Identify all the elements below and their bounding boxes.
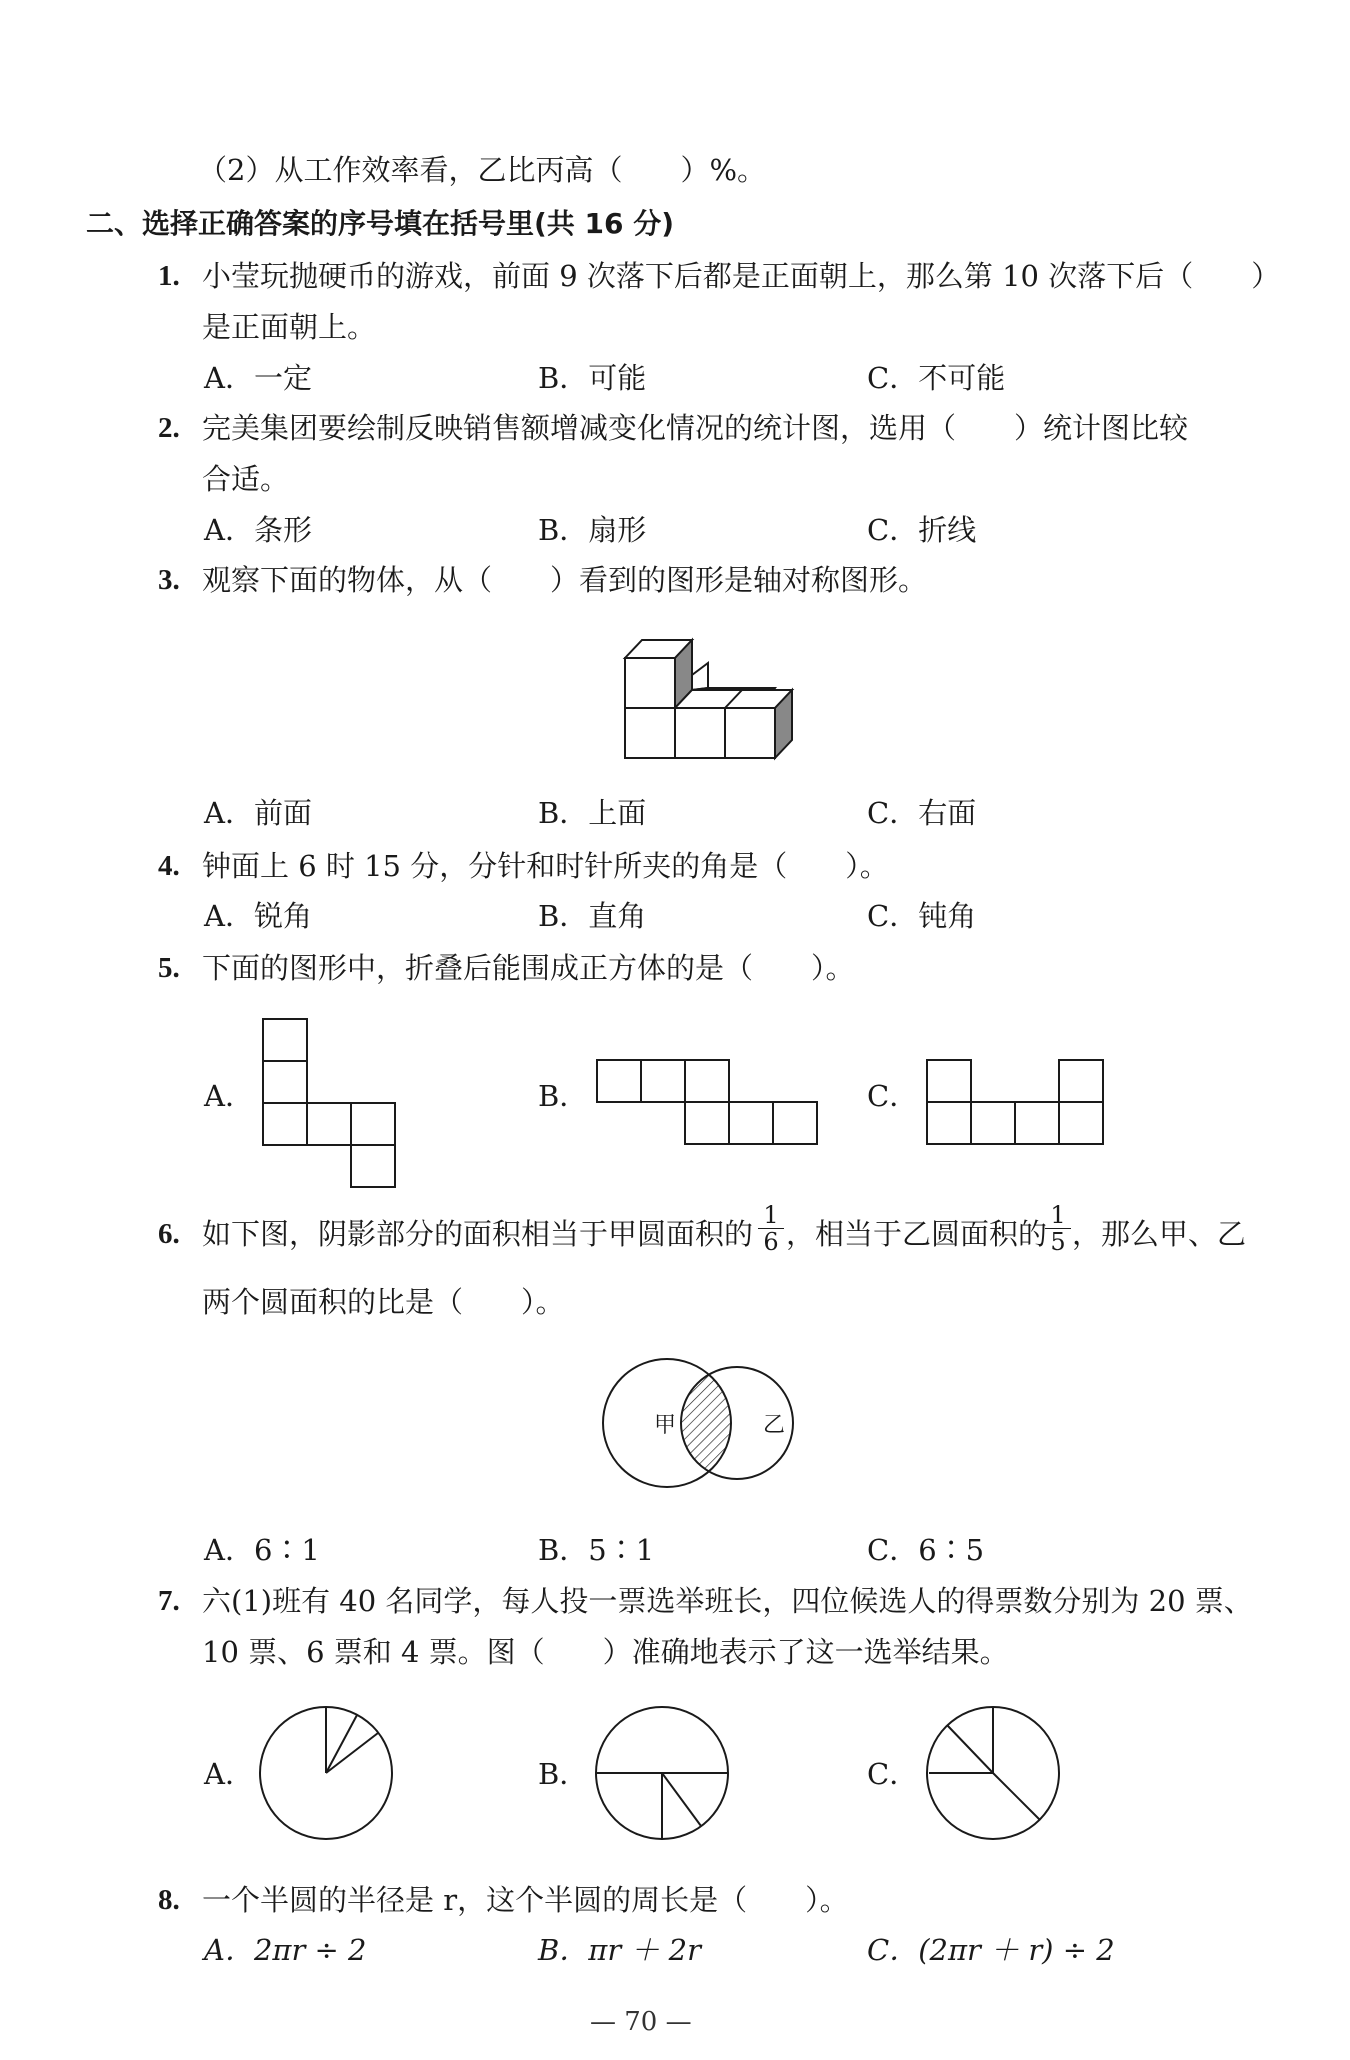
option-a[interactable]: A．6∶1 <box>204 1533 320 1567</box>
cube-net-c <box>926 1059 1108 1147</box>
question-number: 1. <box>158 260 180 292</box>
option-a[interactable]: A．条形 <box>204 513 312 547</box>
fraction-denominator: 5 <box>1050 1228 1066 1256</box>
question-text-cont: 10 票、6 票和 4 票。图（ ）准确地表示了这一选举结果。 <box>202 1635 1009 1669</box>
option-c[interactable]: C． <box>867 1757 919 1791</box>
section-title: 二、选择正确答案的序号填在括号里(共 16 分) <box>86 207 675 240</box>
cube-net-a <box>262 1018 402 1188</box>
option-c[interactable]: C．右面 <box>867 796 977 830</box>
pie-chart-a <box>258 1705 398 1845</box>
question-text: 小莹玩抛硬币的游戏，前面 9 次落下后都是正面朝上，那么第 10 次落下后（ ） <box>202 259 1281 293</box>
fraction-numerator: 1 <box>1045 1202 1071 1229</box>
option-b[interactable]: B．直角 <box>538 899 647 933</box>
question-text: ，相当于乙圆面积的 <box>786 1217 1048 1251</box>
circle-label-b: 乙 <box>763 1413 786 1438</box>
previous-question-item: （2）从工作效率看，乙比丙高（ ）%。 <box>198 153 767 187</box>
question-text: 六(1)班有 40 名同学，每人投一票选举班长，四位候选人的得票数分别为 20 票、 <box>202 1584 1253 1618</box>
question-number: 5. <box>158 952 180 984</box>
option-c[interactable]: C．6∶5 <box>867 1533 985 1567</box>
option-c[interactable]: C．不可能 <box>867 361 1006 395</box>
option-c[interactable]: C．钝角 <box>867 899 977 933</box>
fraction-denominator: 6 <box>763 1228 779 1256</box>
option-b[interactable]: B．5∶1 <box>538 1533 655 1567</box>
overlapping-circles-figure <box>600 1355 825 1495</box>
question-text: 一个半圆的半径是 r，这个半圆的周长是（ ）。 <box>202 1883 849 1917</box>
option-a[interactable]: A．锐角 <box>204 899 312 933</box>
question-number: 6. <box>158 1218 180 1250</box>
option-b[interactable]: B．可能 <box>538 361 647 395</box>
cube-net-b <box>596 1059 821 1147</box>
option-b[interactable]: B．扇形 <box>538 513 647 547</box>
option-a[interactable]: A． <box>204 1079 254 1113</box>
cube-solid-figure <box>620 635 810 760</box>
option-c[interactable]: C． <box>867 1079 919 1113</box>
question-number: 7. <box>158 1585 180 1617</box>
option-b[interactable]: B．上面 <box>538 796 647 830</box>
question-text-cont: 合适。 <box>202 462 290 496</box>
question-number: 2. <box>158 412 180 444</box>
option-b[interactable]: B． <box>538 1757 589 1791</box>
question-text: 如下图，阴影部分的面积相当于甲圆面积的 <box>202 1217 754 1251</box>
pie-chart-c <box>925 1705 1065 1845</box>
fraction-numerator: 1 <box>758 1202 784 1229</box>
question-number: 8. <box>158 1884 180 1916</box>
option-a[interactable]: A．前面 <box>204 796 312 830</box>
pie-chart-b <box>594 1705 734 1845</box>
question-number: 4. <box>158 850 180 882</box>
page-number: — 70 — <box>590 2007 692 2037</box>
option-a[interactable]: A． <box>204 1757 254 1791</box>
fraction-one-sixth <box>758 1202 784 1255</box>
option-a[interactable]: A．一定 <box>204 361 312 395</box>
option-b[interactable]: B．πr ＋ 2r <box>538 1933 701 1967</box>
question-text: 观察下面的物体，从（ ）看到的图形是轴对称图形。 <box>202 563 928 597</box>
fraction-one-fifth <box>1045 1202 1071 1255</box>
question-text: 完美集团要绘制反映销售额增减变化情况的统计图，选用（ ）统计图比较 <box>202 411 1189 445</box>
question-number: 3. <box>158 564 180 596</box>
option-c[interactable]: C．折线 <box>867 513 977 547</box>
question-text-cont: 是正面朝上。 <box>202 310 377 344</box>
question-text: 下面的图形中，折叠后能围成正方体的是（ ）。 <box>202 951 855 985</box>
option-c[interactable]: C．(2πr ＋ r) ÷ 2 <box>867 1933 1115 1967</box>
question-text-cont: 两个圆面积的比是（ ）。 <box>202 1285 565 1319</box>
option-b[interactable]: B． <box>538 1079 589 1113</box>
option-a[interactable]: A．2πr ÷ 2 <box>204 1933 367 1967</box>
question-text: ，那么甲、乙 <box>1072 1217 1247 1251</box>
question-text: 钟面上 6 时 15 分，分针和时针所夹的角是（ ）。 <box>202 849 889 883</box>
circle-label-a: 甲 <box>654 1413 677 1438</box>
